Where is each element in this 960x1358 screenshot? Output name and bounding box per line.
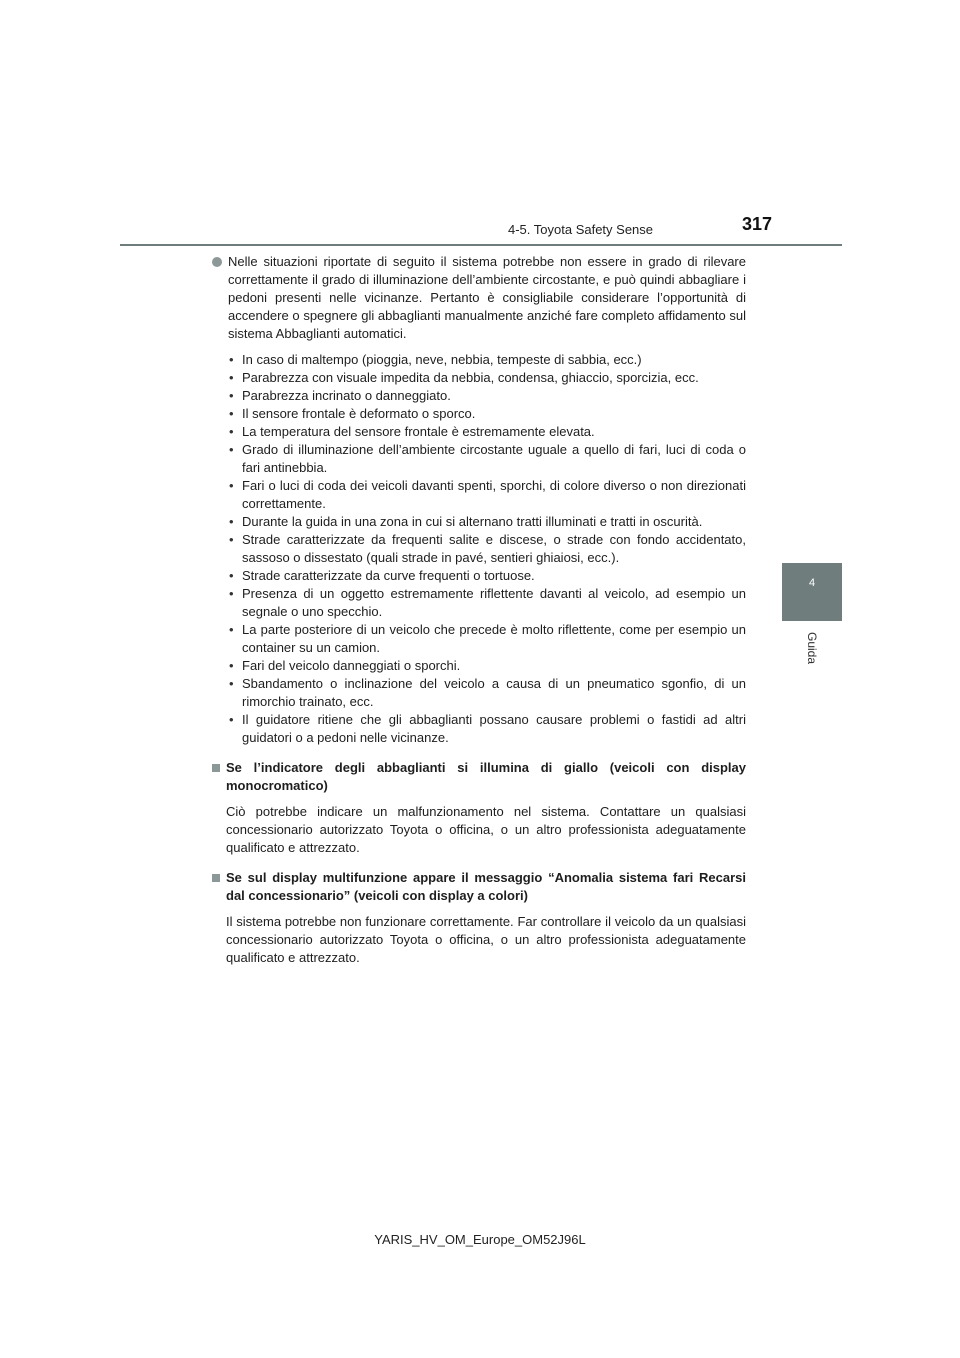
list-item: • In caso di maltempo (pioggia, neve, nebbia, tempeste di sabbia, ecc.) <box>228 351 746 369</box>
chapter-number: 4 <box>808 577 816 589</box>
chapter-label-area <box>782 621 842 675</box>
circle-bullet-icon <box>212 257 222 267</box>
intro-text: Nelle situazioni riportate di seguito il sistema potrebbe non essere in grado di rilevare correttamente il grado di illuminazione dell’ambiente circostante, e può quindi abbagliare i pedoni presenti nelle vicinanze. Pertanto è consigliabile considerare l’opportunità di accendere o spegnere gli abbaglianti manualmente anziché fare completo affidamento sul sistema Abbaglianti automatici. <box>228 254 746 341</box>
square-bullet-icon <box>212 874 220 882</box>
section-body: Il sistema potrebbe non funzionare correttamente. Far controllare il veicolo da un qualsiasi concessionario autorizzato Toyota o officina, o un altro professionista adeguatamente qualificato e attrezzato. <box>226 914 746 965</box>
section-heading <box>212 759 746 795</box>
page-number: 317 <box>742 214 773 234</box>
list-item: • Sbandamento o inclinazione del veicolo a causa di un pneumatico sgonfio, di un rimorchio trainato, ecc. <box>228 675 746 711</box>
list-item: • Il guidatore ritiene che gli abbaglianti possano causare problemi o fastidi ad altri guidatori o a pedoni nelle vicinanze. <box>228 711 746 747</box>
chapter-tab <box>782 563 842 621</box>
document-code: YARIS_HV_OM_Europe_OM52J96L <box>374 1232 586 1247</box>
list-item: • Durante la guida in una zona in cui si alternano tratti illuminati e tratti in oscurità. <box>228 513 746 531</box>
list-item: • Grado di illuminazione dell’ambiente circostante uguale a quello di fari, luci di coda o fari antinebbia. <box>228 441 746 477</box>
section-heading-text: Se l’indicatore degli abbaglianti si illumina di giallo (veicoli con display monocromatico) <box>226 760 746 793</box>
list-item: • Fari o luci di coda dei veicoli davanti spenti, sporchi, di colore diverso o non direzionati correttamente. <box>228 477 746 513</box>
list-item: • Strade caratterizzate da curve frequenti o tortuose. <box>228 567 746 585</box>
list-item: • La parte posteriore di un veicolo che precede è molto riflettente, come per esempio un container su un camion. <box>228 621 746 657</box>
section-heading-text: Se sul display multifunzione appare il messaggio “Anomalia sistema fari Recarsi dal concessionario” (veicoli con display a colori) <box>226 870 746 903</box>
list-item: • La temperatura del sensore frontale è estremamente elevata. <box>228 423 746 441</box>
section-title: 4-5. Toyota Safety Sense <box>508 222 654 237</box>
list-item: • Parabrezza con visuale impedita da nebbia, condensa, ghiaccio, sporcizia, ecc. <box>228 369 746 387</box>
section-display-message <box>212 869 746 967</box>
list-item: • Parabrezza incrinato o danneggiato. <box>228 387 746 405</box>
list-item: • Strade caratterizzate da frequenti salite e discese, o strade con fondo accidentato, sassoso o dissestato (quali strade in pavé, sentieri ghiaiosi, ecc.). <box>228 531 746 567</box>
section-yellow-indicator <box>212 759 746 857</box>
page-content <box>212 253 746 967</box>
section-body: Ciò potrebbe indicare un malfunzionamento nel sistema. Contattare un qualsiasi concessionario autorizzato Toyota o officina, o un altro professionista adeguatamente qualificato e attrezzato. <box>226 804 746 855</box>
header-divider <box>120 244 842 246</box>
chapter-label: Guida <box>805 631 819 665</box>
intro-paragraph <box>212 253 746 343</box>
square-bullet-icon <box>212 764 220 772</box>
list-item: • Il sensore frontale è deformato o sporco. <box>228 405 746 423</box>
list-item: • Fari del veicolo danneggiati o sporchi. <box>228 657 746 675</box>
situations-list <box>228 351 746 747</box>
list-item: • Presenza di un oggetto estremamente riflettente davanti al veicolo, ad esempio un segnale o uno specchio. <box>228 585 746 621</box>
section-heading <box>212 869 746 905</box>
